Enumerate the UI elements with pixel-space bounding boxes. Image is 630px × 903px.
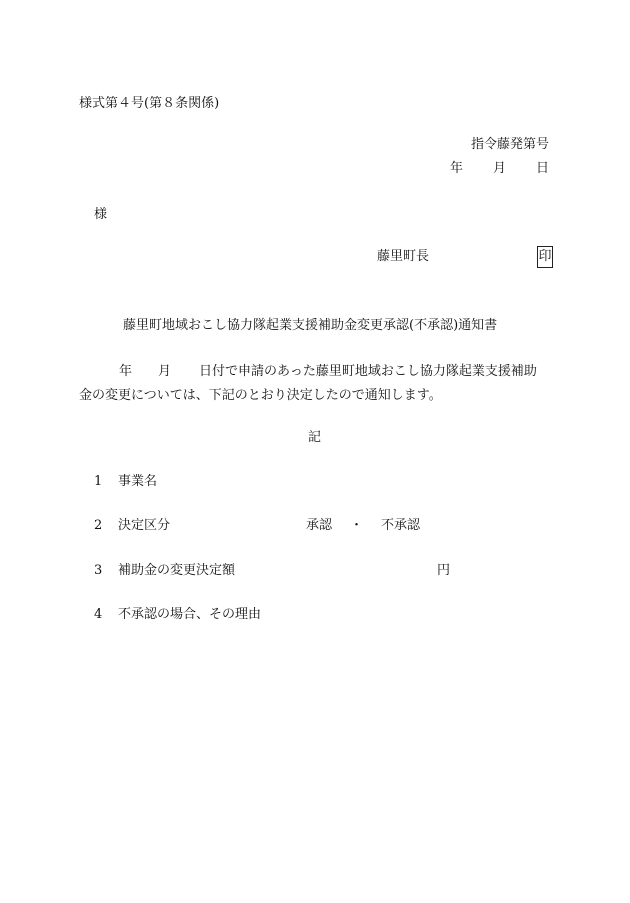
seal-stamp-box: 印 <box>537 246 553 268</box>
date-month-label: 月 <box>492 161 506 176</box>
decision-separator: ・ <box>350 518 364 533</box>
item-number: 1 <box>94 474 103 489</box>
recipient-suffix: 様 <box>94 207 108 222</box>
decision-approve: 承認 <box>306 518 333 533</box>
body-line-1 <box>79 360 551 384</box>
document-number: 指令藤発第号 <box>470 137 549 152</box>
item-number: 4 <box>94 607 103 622</box>
issuer-name: 藤里町長 <box>377 249 430 264</box>
item-label: 事業名 <box>118 474 158 489</box>
item-business-name <box>94 474 157 490</box>
date-line <box>450 161 549 177</box>
date-year-label: 年 <box>449 161 463 176</box>
decision-reject: 不承認 <box>381 518 421 533</box>
item-subsidy-amount <box>94 563 235 579</box>
item-label: 不承認の場合、その理由 <box>118 607 262 622</box>
ki-heading: 記 <box>308 430 322 445</box>
document-title: 藤里町地域おこし協力隊起業支援補助金変更承認(不承認)通知書 <box>123 318 498 333</box>
decision-options <box>306 518 420 534</box>
item-label: 補助金の変更決定額 <box>118 563 236 578</box>
body-month-label: 月 <box>158 364 172 379</box>
item-number: 2 <box>94 518 103 533</box>
item-rejection-reason <box>94 607 261 623</box>
body-line-2: 金の変更については、下記のとおり決定したので通知します。 <box>79 388 442 403</box>
item-decision-category <box>94 518 170 534</box>
body-paragraph <box>79 360 551 408</box>
item-label: 決定区分 <box>118 518 171 533</box>
form-label: 様式第４号(第８条関係) <box>79 96 220 111</box>
item-number: 3 <box>94 563 103 578</box>
yen-unit: 円 <box>437 563 451 578</box>
body-year-label: 年 <box>119 364 133 379</box>
date-day-label: 日 <box>535 161 549 176</box>
body-line-1-text: 日付で申請のあった藤里町地域おこし協力隊起業支援補助 <box>199 364 537 379</box>
